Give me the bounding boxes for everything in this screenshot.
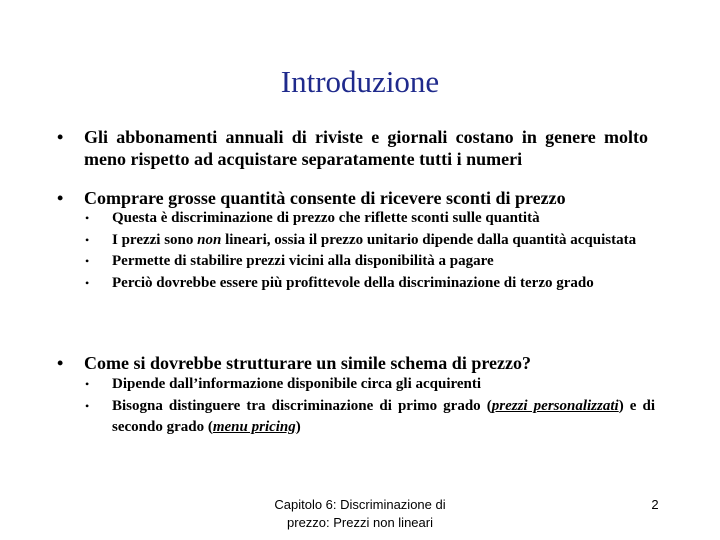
sub-item-text-part: lineari, ossia il prezzo unitario dipende dalla quantità acquistata [221, 231, 637, 248]
bullet-2-sublist [85, 208, 655, 294]
sub-item-text-part: I prezzi sono [112, 231, 198, 248]
sub-item-text [112, 230, 655, 252]
sub-item [85, 208, 655, 230]
bullet-3-text: Come si dovrebbe strutturare un simile schema di prezzo? [84, 353, 531, 373]
sub-item-text-part: Bisogna distinguere tra discriminazione di primo grado ( [112, 397, 492, 414]
sub-bullet-marker: • [85, 398, 90, 413]
sub-item-text: Permette di stabilire prezzi vicini alla disponibilità a pagare [112, 253, 494, 269]
sub-item-text: Perciò dovrebbe essere più profittevole della discriminazione di terzo grado [112, 274, 594, 291]
bullet-3-sublist [85, 374, 655, 439]
sub-item [85, 374, 655, 396]
sub-bullet-marker: • [85, 377, 90, 391]
sub-bullet-marker: • [85, 275, 90, 290]
sub-item-text [112, 396, 655, 439]
sub-item-text-part: ) e di secondo grado ( [112, 397, 655, 435]
sub-item [85, 273, 655, 295]
bullet-1-text: Gli abbonamenti annuali di riviste e giornali costano in genere molto meno rispetto ad acquistare separatamente tutti i numeri [84, 127, 648, 169]
bullet-marker: • [57, 188, 64, 208]
sub-item-text-italic: prezzi personalizzati [491, 397, 619, 414]
footer-chapter [255, 496, 465, 532]
sub-bullet-marker: • [85, 211, 90, 225]
sub-item [85, 251, 655, 273]
sub-bullet-marker: • [85, 232, 90, 247]
sub-item-text: Questa è discriminazione di prezzo che riflette sconti sulle quantità [112, 210, 540, 226]
sub-item-text-italic: non [197, 231, 222, 248]
footer-chapter-line: Capitolo 6: Discriminazione di [274, 497, 446, 512]
sub-item-text-italic: menu pricing [212, 419, 296, 435]
slide-title: Introduzione [280, 64, 440, 99]
sub-item [85, 230, 655, 252]
bullet-marker: • [57, 353, 64, 373]
page-number: 2 [651, 497, 659, 512]
bullet-marker: • [57, 127, 64, 147]
sub-item-text: Dipende dall’informazione disponibile circa gli acquirenti [112, 376, 482, 392]
bullet-2-text: Comprare grosse quantità consente di ricevere sconti di prezzo [84, 188, 566, 208]
footer-chapter-line: prezzo: Prezzi non lineari [287, 515, 433, 530]
sub-bullet-marker: • [85, 254, 90, 268]
sub-item-text-part: ) [295, 419, 301, 435]
sub-item [85, 396, 655, 439]
